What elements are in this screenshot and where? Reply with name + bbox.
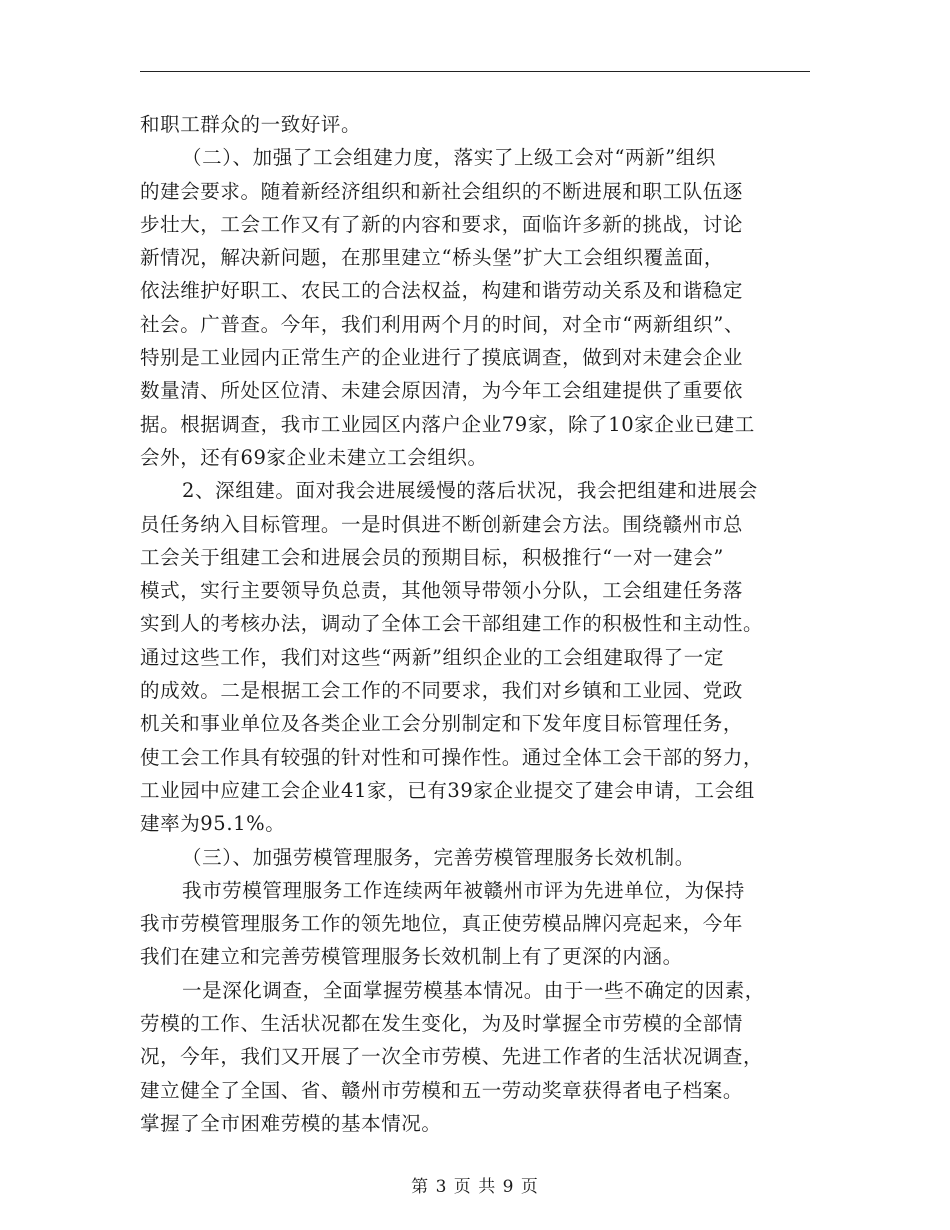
text-line: 机关和事业单位及各类企业工会分别制定和下发年度目标管理任务，: [140, 712, 744, 736]
paragraph-start: 一是深化调查，全面掌握劳模基本情况。由于一些不确定的因素，: [182, 978, 765, 1002]
body-text: [140, 108, 810, 1140]
text-line: 我市劳模管理服务工作的领先地位，真正使劳模品牌闪亮起来，今年: [140, 912, 744, 936]
text-line: 和职工群众的一致好评。: [140, 113, 362, 136]
text-line: 使工会工作具有较强的针对性和可操作性。通过全体工会干部的努力，: [140, 745, 764, 769]
page-number-footer: 第 3 页 共 9 页: [411, 1177, 539, 1197]
text-line: 特别是工业园内正常生产的企业进行了摸底调查，做到对未建会企业: [140, 346, 744, 370]
text-line: 依法维护好职工、农民工的合法权益，构建和谐劳动关系及和谐稳定: [140, 279, 744, 303]
text-line: 建立健全了全国、省、赣州市劳模和五一劳动奖章获得者电子档案。: [140, 1078, 744, 1102]
text-line: 模式，实行主要领导负总责，其他领导带领小分队，工会组建任务落: [140, 579, 744, 603]
text-line: 我们在建立和完善劳模管理服务长效机制上有了更深的内涵。: [140, 945, 683, 969]
text-line: 的成效。二是根据工会工作的不同要求，我们对乡镇和工业园、党政: [140, 679, 744, 703]
text-line: 况，今年，我们又开展了一次全市劳模、先进工作者的生活状况调查，: [140, 1045, 764, 1069]
text-line: 的建会要求。随着新经济组织和新社会组织的不断进展和职工队伍逐: [140, 179, 744, 203]
text-line: 工会关于组建工会和进展会员的预期目标，积极推行“一对一建会”: [140, 545, 724, 569]
section-heading: （三）、加强劳模管理服务，完善劳模管理服务长效机制。: [182, 845, 695, 869]
text-line: 建率为95.1%。: [140, 812, 286, 836]
text-line: 会外，还有69家企业未建立工会组织。: [140, 445, 488, 469]
text-line: 劳模的工作、生活状况都在发生变化，为及时掌握全市劳模的全部情: [140, 1012, 744, 1036]
text-line: 实到人的考核办法，调动了全体工会干部组建工作的积极性和主动性。: [140, 612, 764, 636]
text-line: 员任务纳入目标管理。一是时俱进不断创新建会方法。围绕赣州市总: [140, 512, 744, 536]
text-line: 据。根据调查，我市工业园区内落户企业79家，除了10家企业已建工: [140, 412, 755, 436]
text-line: 工业园中应建工会企业41家，已有39家企业提交了建会申请，工会组: [140, 778, 755, 802]
paragraph-start: 2、深组建。面对我会进展缓慢的落后状况，我会把组建和进展会: [182, 479, 758, 503]
paragraph-start: 我市劳模管理服务工作连续两年被赣州市评为先进单位，为保持: [182, 878, 745, 902]
text-line: 步壮大，工会工作又有了新的内容和要求，面临许多新的挑战，讨论: [140, 212, 744, 236]
section-heading: （二）、加强了工会组建力度，落实了上级工会对“两新”组织: [182, 146, 716, 170]
text-line: 通过这些工作，我们对这些“两新”组织企业的工会组建取得了一定: [140, 645, 724, 669]
text-line: 数量清、所处区位清、未建会原因清，为今年工会组建提供了重要依: [140, 379, 744, 403]
text-line: 社会。广普查。今年，我们利用两个月的时间，对全市“两新组织”、: [140, 312, 745, 336]
header-rule: [140, 71, 810, 72]
text-line: 新情况，解决新问题，在那里建立“桥头堡”扩大工会组织覆盖面，: [140, 246, 724, 270]
text-line: 掌握了全市困难劳模的基本情况。: [140, 1111, 442, 1135]
